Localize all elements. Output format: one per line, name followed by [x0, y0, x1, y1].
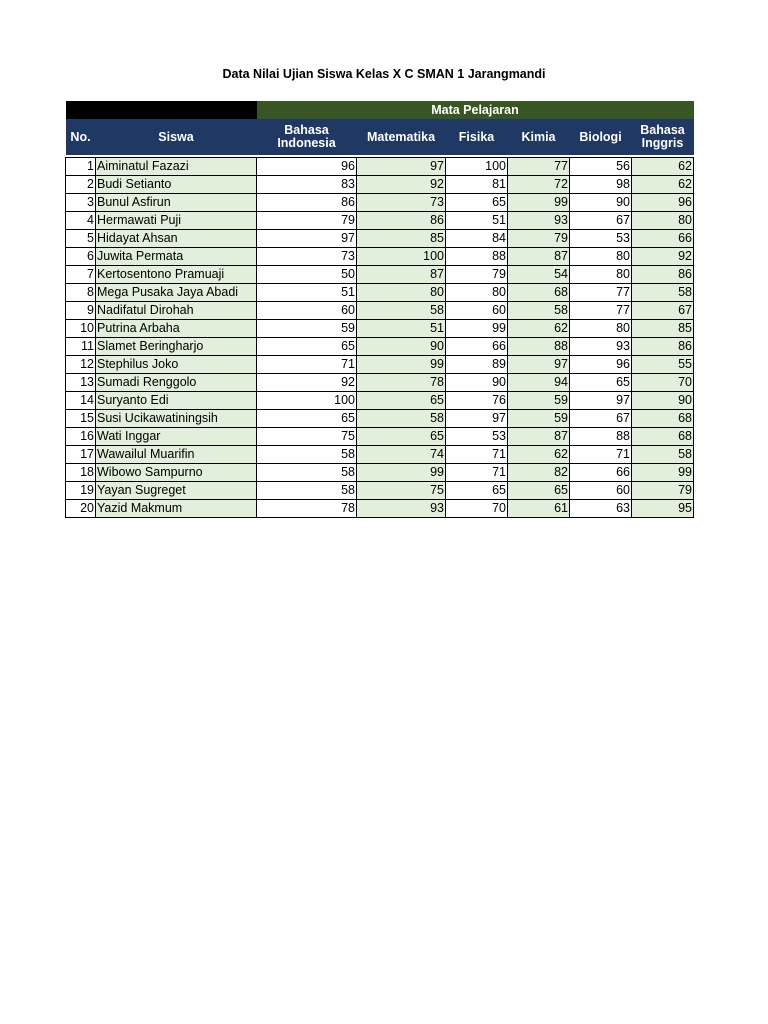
- header-subject: Fisika: [446, 119, 508, 155]
- table-row: [66, 392, 694, 410]
- score-cell: 79: [257, 212, 357, 230]
- score-cell: 58: [508, 302, 570, 320]
- score-cell: 65: [508, 482, 570, 500]
- table-row: [66, 410, 694, 428]
- score-cell: 86: [257, 194, 357, 212]
- student-name: Hidayat Ahsan: [96, 230, 257, 248]
- student-name: Aiminatul Fazazi: [96, 158, 257, 176]
- score-cell: 97: [508, 356, 570, 374]
- score-cell: 58: [257, 464, 357, 482]
- score-cell: 87: [508, 428, 570, 446]
- header-name: Siswa: [96, 119, 257, 155]
- score-cell: 90: [570, 194, 632, 212]
- score-cell: 58: [357, 302, 446, 320]
- score-cell: 97: [357, 158, 446, 176]
- score-cell: 55: [632, 356, 694, 374]
- score-cell: 68: [508, 284, 570, 302]
- score-cell: 71: [257, 356, 357, 374]
- score-cell: 93: [508, 212, 570, 230]
- student-name: Susi Ucikawatiningsih: [96, 410, 257, 428]
- score-cell: 80: [570, 266, 632, 284]
- score-cell: 58: [357, 410, 446, 428]
- score-cell: 63: [570, 500, 632, 518]
- score-cell: 92: [357, 176, 446, 194]
- row-number: 2: [66, 176, 96, 194]
- row-number: 20: [66, 500, 96, 518]
- student-name: Yayan Sugreget: [96, 482, 257, 500]
- score-cell: 92: [257, 374, 357, 392]
- table-row: [66, 284, 694, 302]
- student-name: Slamet Beringharjo: [96, 338, 257, 356]
- row-number: 18: [66, 464, 96, 482]
- table-row: [66, 212, 694, 230]
- score-cell: 60: [570, 482, 632, 500]
- score-cell: 83: [257, 176, 357, 194]
- row-number: 14: [66, 392, 96, 410]
- row-number: 15: [66, 410, 96, 428]
- score-cell: 65: [257, 410, 357, 428]
- score-cell: 71: [446, 464, 508, 482]
- score-cell: 88: [508, 338, 570, 356]
- score-cell: 71: [570, 446, 632, 464]
- student-name: Nadifatul Dirohah: [96, 302, 257, 320]
- score-cell: 89: [446, 356, 508, 374]
- score-cell: 77: [570, 302, 632, 320]
- table-row: [66, 356, 694, 374]
- score-cell: 50: [257, 266, 357, 284]
- table-row: [66, 320, 694, 338]
- score-cell: 78: [357, 374, 446, 392]
- score-cell: 59: [508, 392, 570, 410]
- score-cell: 79: [446, 266, 508, 284]
- score-cell: 77: [508, 158, 570, 176]
- student-name: Bunul Asfirun: [96, 194, 257, 212]
- score-cell: 93: [570, 338, 632, 356]
- row-number: 10: [66, 320, 96, 338]
- header-subject: Bahasa Inggris: [632, 119, 694, 155]
- score-cell: 85: [632, 320, 694, 338]
- student-name: Wati Inggar: [96, 428, 257, 446]
- score-cell: 66: [446, 338, 508, 356]
- score-cell: 62: [632, 176, 694, 194]
- row-number: 12: [66, 356, 96, 374]
- score-cell: 54: [508, 266, 570, 284]
- table-row: [66, 338, 694, 356]
- table-row: [66, 194, 694, 212]
- score-cell: 77: [570, 284, 632, 302]
- score-cell: 95: [632, 500, 694, 518]
- score-cell: 72: [508, 176, 570, 194]
- row-number: 5: [66, 230, 96, 248]
- score-cell: 60: [257, 302, 357, 320]
- table-row: [66, 464, 694, 482]
- grades-table: [65, 101, 694, 518]
- header-no: No.: [66, 119, 96, 155]
- student-name: Wibowo Sampurno: [96, 464, 257, 482]
- student-name: Mega Pusaka Jaya Abadi: [96, 284, 257, 302]
- score-cell: 74: [357, 446, 446, 464]
- score-cell: 82: [508, 464, 570, 482]
- row-number: 9: [66, 302, 96, 320]
- score-cell: 62: [508, 446, 570, 464]
- score-cell: 80: [357, 284, 446, 302]
- row-number: 4: [66, 212, 96, 230]
- score-cell: 65: [257, 338, 357, 356]
- score-cell: 80: [632, 212, 694, 230]
- score-cell: 51: [257, 284, 357, 302]
- score-cell: 67: [632, 302, 694, 320]
- score-cell: 90: [357, 338, 446, 356]
- score-cell: 58: [632, 446, 694, 464]
- score-cell: 81: [446, 176, 508, 194]
- score-cell: 51: [446, 212, 508, 230]
- score-cell: 88: [446, 248, 508, 266]
- student-name: Juwita Permata: [96, 248, 257, 266]
- row-number: 8: [66, 284, 96, 302]
- score-cell: 62: [632, 158, 694, 176]
- header-subject: Matematika: [357, 119, 446, 155]
- row-number: 11: [66, 338, 96, 356]
- score-cell: 99: [632, 464, 694, 482]
- row-number: 6: [66, 248, 96, 266]
- row-number: 1: [66, 158, 96, 176]
- score-cell: 73: [357, 194, 446, 212]
- score-cell: 79: [508, 230, 570, 248]
- score-cell: 96: [570, 356, 632, 374]
- page-title: Data Nilai Ujian Siswa Kelas X C SMAN 1 Jarangmandi: [222, 67, 546, 81]
- score-cell: 97: [257, 230, 357, 248]
- header-subject-group: Mata Pelajaran: [257, 101, 694, 119]
- score-cell: 90: [446, 374, 508, 392]
- score-cell: 70: [446, 500, 508, 518]
- score-cell: 99: [446, 320, 508, 338]
- score-cell: 61: [508, 500, 570, 518]
- score-cell: 68: [632, 428, 694, 446]
- score-cell: 58: [632, 284, 694, 302]
- score-cell: 84: [446, 230, 508, 248]
- score-cell: 93: [357, 500, 446, 518]
- table-row: [66, 230, 694, 248]
- row-number: 3: [66, 194, 96, 212]
- score-cell: 65: [446, 482, 508, 500]
- score-cell: 73: [257, 248, 357, 266]
- score-cell: 67: [570, 410, 632, 428]
- score-cell: 76: [446, 392, 508, 410]
- score-cell: 100: [257, 392, 357, 410]
- table-row: [66, 428, 694, 446]
- student-name: Sumadi Renggolo: [96, 374, 257, 392]
- header-column-row: [66, 119, 694, 155]
- row-number: 13: [66, 374, 96, 392]
- header-subject: Kimia: [508, 119, 570, 155]
- score-cell: 86: [632, 338, 694, 356]
- score-cell: 80: [446, 284, 508, 302]
- score-cell: 60: [446, 302, 508, 320]
- score-cell: 100: [357, 248, 446, 266]
- table-row: [66, 248, 694, 266]
- score-cell: 99: [357, 356, 446, 374]
- score-cell: 88: [570, 428, 632, 446]
- student-name: Wawailul Muarifin: [96, 446, 257, 464]
- score-cell: 80: [570, 248, 632, 266]
- table-row: [66, 374, 694, 392]
- student-name: Hermawati Puji: [96, 212, 257, 230]
- score-cell: 70: [632, 374, 694, 392]
- row-number: 17: [66, 446, 96, 464]
- grades-body: [66, 155, 694, 518]
- row-number: 16: [66, 428, 96, 446]
- score-cell: 56: [570, 158, 632, 176]
- score-cell: 97: [446, 410, 508, 428]
- student-name: Kertosentono Pramuaji: [96, 266, 257, 284]
- score-cell: 65: [570, 374, 632, 392]
- score-cell: 65: [357, 392, 446, 410]
- score-cell: 51: [357, 320, 446, 338]
- score-cell: 66: [570, 464, 632, 482]
- score-cell: 87: [357, 266, 446, 284]
- row-number: 7: [66, 266, 96, 284]
- student-name: Suryanto Edi: [96, 392, 257, 410]
- score-cell: 86: [357, 212, 446, 230]
- score-cell: 100: [446, 158, 508, 176]
- student-name: Budi Setianto: [96, 176, 257, 194]
- table-row: [66, 176, 694, 194]
- table-row: [66, 482, 694, 500]
- student-name: Stephilus Joko: [96, 356, 257, 374]
- score-cell: 68: [632, 410, 694, 428]
- score-cell: 65: [446, 194, 508, 212]
- score-cell: 58: [257, 446, 357, 464]
- table-row: [66, 500, 694, 518]
- score-cell: 59: [508, 410, 570, 428]
- header-subject: Bahasa Indonesia: [257, 119, 357, 155]
- score-cell: 65: [357, 428, 446, 446]
- score-cell: 98: [570, 176, 632, 194]
- score-cell: 90: [632, 392, 694, 410]
- score-cell: 75: [357, 482, 446, 500]
- score-cell: 87: [508, 248, 570, 266]
- score-cell: 80: [570, 320, 632, 338]
- table-row: [66, 158, 694, 176]
- score-cell: 66: [632, 230, 694, 248]
- score-cell: 97: [570, 392, 632, 410]
- score-cell: 99: [508, 194, 570, 212]
- score-cell: 53: [446, 428, 508, 446]
- score-cell: 79: [632, 482, 694, 500]
- row-number: 19: [66, 482, 96, 500]
- score-cell: 86: [632, 266, 694, 284]
- header-black-bar: [66, 101, 257, 119]
- score-cell: 67: [570, 212, 632, 230]
- score-cell: 59: [257, 320, 357, 338]
- score-cell: 94: [508, 374, 570, 392]
- student-name: Yazid Makmum: [96, 500, 257, 518]
- table-row: [66, 446, 694, 464]
- score-cell: 58: [257, 482, 357, 500]
- score-cell: 99: [357, 464, 446, 482]
- header-subject: Biologi: [570, 119, 632, 155]
- header-group-row: [66, 101, 694, 119]
- score-cell: 92: [632, 248, 694, 266]
- score-cell: 96: [257, 158, 357, 176]
- student-name: Putrina Arbaha: [96, 320, 257, 338]
- score-cell: 53: [570, 230, 632, 248]
- score-cell: 75: [257, 428, 357, 446]
- score-cell: 85: [357, 230, 446, 248]
- score-cell: 71: [446, 446, 508, 464]
- table-row: [66, 266, 694, 284]
- score-cell: 96: [632, 194, 694, 212]
- table-row: [66, 302, 694, 320]
- score-cell: 78: [257, 500, 357, 518]
- score-cell: 62: [508, 320, 570, 338]
